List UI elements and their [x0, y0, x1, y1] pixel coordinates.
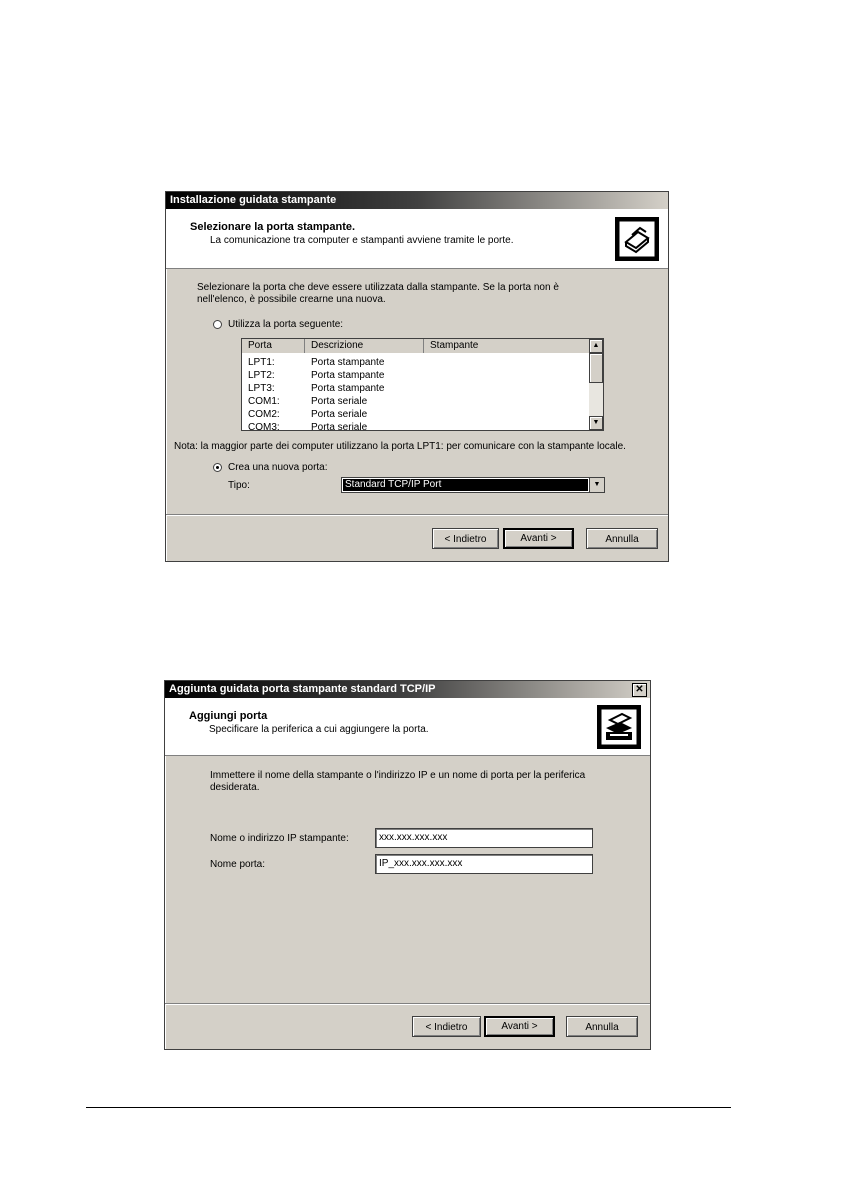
- port-name: COM1:: [248, 396, 280, 407]
- port-description: Porta stampante: [311, 383, 385, 394]
- port-name: LPT2:: [248, 370, 275, 381]
- tcpip-port-wizard-dialog: [164, 680, 651, 1050]
- port-name: COM3:: [248, 422, 280, 431]
- port-list[interactable]: [241, 338, 604, 431]
- scrollbar-thumb[interactable]: [589, 353, 603, 383]
- port-description: Porta seriale: [311, 409, 368, 420]
- note-text: Nota: la maggior parte dei computer utilizzano la porta LPT1: per comunicare con la stampante locale.: [174, 441, 626, 452]
- page-rule: [86, 1107, 731, 1108]
- column-header-stampante[interactable]: Stampante: [424, 339, 591, 353]
- next-button[interactable]: Avanti >: [503, 528, 574, 549]
- divider: [166, 514, 668, 516]
- port-description: Porta seriale: [311, 422, 368, 431]
- instruction-text: Immettere il nome della stampante o l'indirizzo IP e un nome di porta per la periferica desiderata.: [210, 770, 586, 793]
- type-label: Tipo:: [228, 480, 250, 491]
- title-bar: Installazione guidata stampante: [166, 192, 668, 209]
- port-description: Porta seriale: [311, 396, 368, 407]
- instruction-text: Selezionare la porta che deve essere utilizzata dalla stampante. Se la porta non è nell'elenco, è possibile crearne una nuova.: [197, 282, 559, 305]
- ip-address-input[interactable]: xxx.xxx.xxx.xxx: [375, 828, 593, 848]
- printer-icon: [615, 217, 659, 261]
- title-bar: [165, 681, 650, 698]
- add-port-icon: [597, 705, 641, 749]
- back-button[interactable]: < Indietro: [412, 1016, 481, 1037]
- scroll-up-icon[interactable]: ▲: [589, 339, 603, 353]
- port-name-label: Nome porta:: [210, 859, 266, 870]
- use-existing-port-radio[interactable]: [213, 320, 222, 329]
- vertical-scrollbar[interactable]: [589, 339, 603, 430]
- divider: [165, 1003, 650, 1005]
- printer-wizard-dialog: [165, 191, 669, 562]
- dialog-title: Aggiunta guidata porta stampante standard TCP/IP: [169, 683, 436, 695]
- header-subtitle: Specificare la periferica a cui aggiungere la porta.: [209, 724, 429, 735]
- scroll-down-icon[interactable]: ▼: [589, 416, 603, 430]
- cancel-button[interactable]: Annulla: [566, 1016, 638, 1037]
- radio-selected-dot: [216, 466, 219, 469]
- column-header-descrizione[interactable]: Descrizione: [305, 339, 424, 353]
- wizard-header: [166, 209, 668, 269]
- column-header-porta[interactable]: Porta: [242, 339, 305, 353]
- port-name: COM2:: [248, 409, 280, 420]
- port-description: Porta stampante: [311, 370, 385, 381]
- cancel-button[interactable]: Annulla: [586, 528, 658, 549]
- header-title: Aggiungi porta: [189, 710, 268, 722]
- use-existing-port-label[interactable]: Utilizza la porta seguente:: [228, 319, 344, 330]
- close-icon[interactable]: ✕: [632, 683, 647, 697]
- port-name: LPT1:: [248, 357, 275, 368]
- chevron-down-icon[interactable]: ▼: [589, 478, 604, 492]
- port-name: LPT3:: [248, 383, 275, 394]
- next-button[interactable]: Avanti >: [484, 1016, 555, 1037]
- create-new-port-radio[interactable]: [213, 463, 222, 472]
- port-type-value: Standard TCP/IP Port: [343, 479, 588, 491]
- header-title: Selezionare la porta stampante.: [190, 221, 356, 233]
- port-description: Porta stampante: [311, 357, 385, 368]
- wizard-header: [165, 698, 650, 756]
- create-new-port-label[interactable]: Crea una nuova porta:: [228, 462, 328, 473]
- back-button[interactable]: < Indietro: [432, 528, 499, 549]
- port-type-select[interactable]: [341, 477, 605, 493]
- ip-address-label: Nome o indirizzo IP stampante:: [210, 833, 349, 844]
- port-name-input[interactable]: IP_xxx.xxx.xxx.xxx: [375, 854, 593, 874]
- port-list-header: [242, 339, 591, 353]
- header-subtitle: La comunicazione tra computer e stampanti avviene tramite le porte.: [210, 235, 514, 246]
